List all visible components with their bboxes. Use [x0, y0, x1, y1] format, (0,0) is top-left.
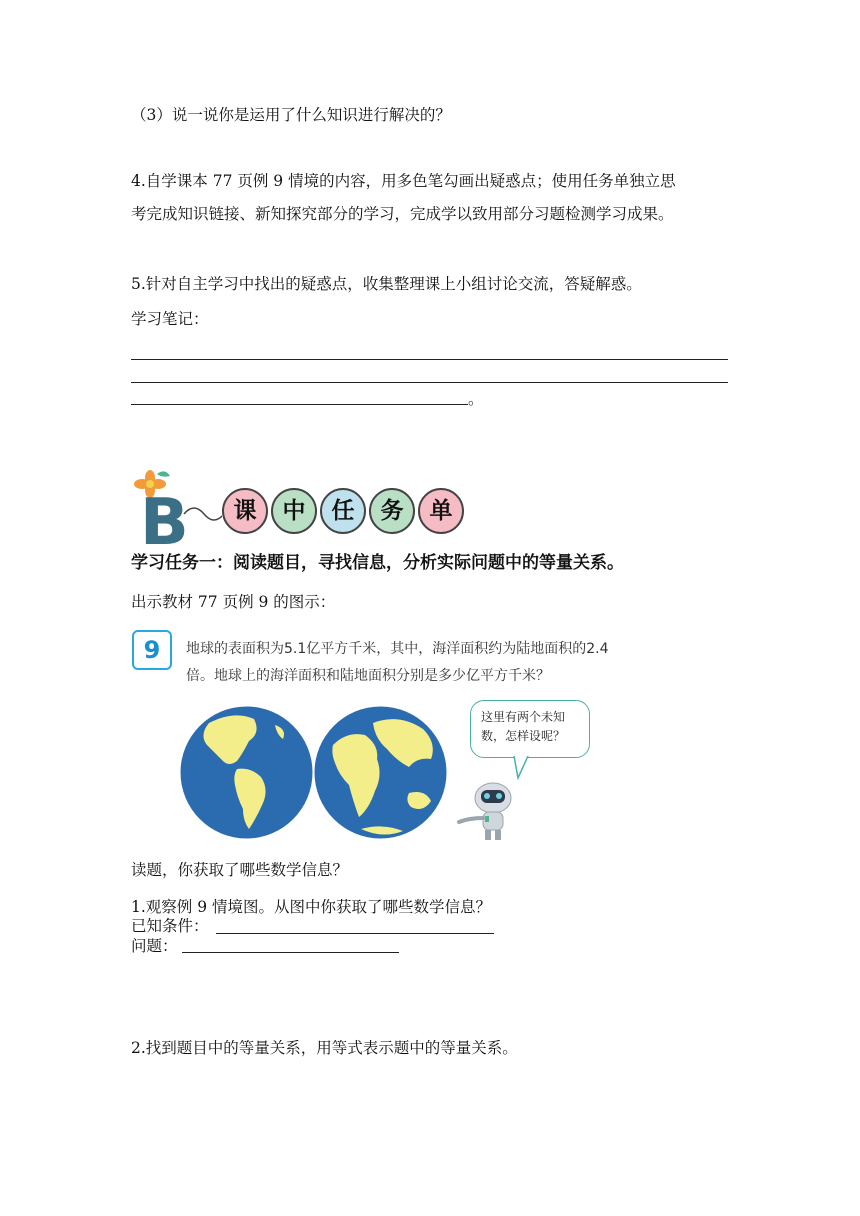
task-1-title: 学习任务一：阅读题目，寻找信息，分析实际问题中的等量关系。 [131, 553, 624, 573]
globe-africa-image [313, 705, 448, 840]
step-2: 2.找到题目中的等量关系，用等式表示题中的等量关系。 [131, 1039, 518, 1057]
notes-line-2[interactable] [131, 382, 728, 383]
banner-char-3: 任 [320, 488, 366, 534]
banner-char-4: 务 [369, 488, 415, 534]
step-1: 1.观察例 9 情境图。从图中你获取了哪些数学信息？ [131, 898, 492, 916]
banner-char-2: 中 [271, 488, 317, 534]
question-line[interactable] [182, 952, 399, 953]
robot-speech-bubble [470, 700, 590, 758]
example-number: 9 [132, 630, 172, 670]
question-label: 问题： [131, 937, 178, 955]
step-4-line-1: 4.自学课本 77 页例 9 情境的内容，用多色笔勾画出疑惑点；使用任务单独立思 [131, 172, 676, 190]
notes-line-1[interactable] [131, 359, 728, 360]
flower-b-logo [132, 468, 222, 548]
notes-label: 学习笔记： [131, 310, 209, 328]
banner-char-1: 课 [222, 488, 268, 534]
bubble-line-1: 这里有两个未知 [481, 710, 566, 724]
show-figure-caption: 出示教材 77 页例 9 的图示： [131, 593, 336, 611]
notes-line-3[interactable] [131, 404, 468, 405]
known-conditions-line[interactable] [216, 933, 494, 934]
bubble-line-2: 数，怎样设呢？ [481, 728, 566, 743]
section-banner [132, 468, 472, 548]
banner-char-5: 单 [418, 488, 464, 534]
notes-end-mark: 。 [468, 390, 484, 408]
step-5: 5.针对自主学习中找出的疑惑点，收集整理课上小组讨论交流，答疑解惑。 [131, 275, 642, 293]
banner-letter: B [140, 486, 189, 548]
step-4-line-2: 考完成知识链接、新知探究部分的学习，完成学以致用部分习题检测学习成果。 [131, 205, 674, 223]
globe-americas-image [179, 705, 314, 840]
robot-icon [455, 772, 525, 842]
problem-line-2: 倍。地球上的海洋面积和陆地面积分别是多少亿平方千米？ [186, 668, 550, 684]
read-question: 读题，你获取了哪些数学信息？ [131, 861, 349, 879]
problem-line-1: 地球的表面积为5.1亿平方千米，其中，海洋面积约为陆地面积的2.4 [186, 641, 609, 657]
known-conditions-label: 已知条件： [131, 917, 209, 935]
question-3: （3）说一说你是运用了什么知识进行解决的？ [131, 106, 451, 124]
